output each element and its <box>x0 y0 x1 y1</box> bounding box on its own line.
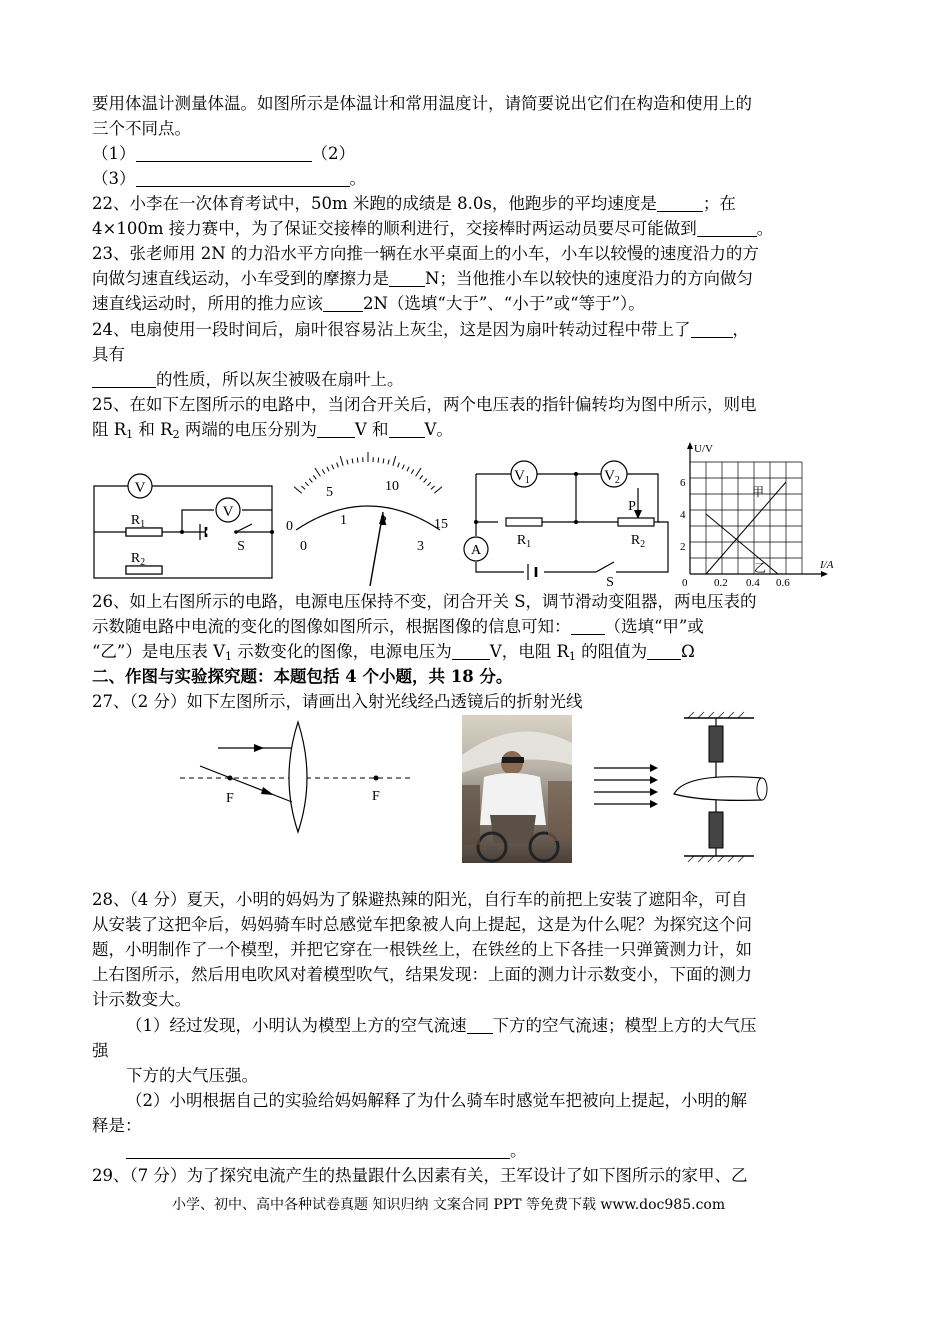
dial-top-label: 10 <box>385 479 399 494</box>
dial-tick <box>431 486 435 489</box>
dial-tick <box>378 458 379 463</box>
convex-lens-figure <box>180 720 415 835</box>
question-23: 23、张老师用 2N 的力沿水平方向推一辆在水平桌面上的小车，小车以较慢的速度沿力的方 <box>92 244 759 263</box>
blank[interactable] <box>647 643 681 660</box>
blank[interactable] <box>92 371 156 388</box>
label-v2: $V_2$ <box>604 468 620 486</box>
dial-tick <box>337 463 339 468</box>
wing-model <box>674 777 762 801</box>
question-24-line2: 具有 <box>92 345 125 364</box>
dial-tick <box>388 460 389 465</box>
label-focus-left: F <box>226 791 234 806</box>
question-25: 25、在如下左图所示的电路中，当闭合开关后，两个电压表的指针偏转均为图中所示，则电 <box>92 395 757 414</box>
question-24: 24、电扇使用一段时间后，扇叶很容易沾上灰尘，这是因为扇叶转动过程中带上了 ， <box>92 320 749 339</box>
circuit-diagram-right <box>458 450 676 590</box>
question-28-part1: （1）经过发现，小明认为模型上方的空气流速 下方的空气流速；模型上方的大气压 <box>126 1016 757 1035</box>
spring-scale-icon <box>709 726 723 762</box>
dial-tick <box>411 469 414 473</box>
label-r1: $R_1$ <box>130 513 146 530</box>
question-29: 29、（7 分）为了探究电流产生的热量跟什么因素有关，王军设计了如下图所示的家甲、乙 <box>92 1166 748 1185</box>
dial-tick <box>313 475 316 479</box>
dial-tick <box>407 467 409 472</box>
y-tick-label: 2 <box>680 541 686 553</box>
cyclist-umbrella-photo <box>462 715 572 863</box>
focus-point <box>374 776 379 781</box>
blank[interactable] <box>136 145 312 162</box>
question-28-line5: 计示数变大。 <box>92 990 191 1009</box>
y-tick-label: 4 <box>680 509 686 521</box>
dial-tick <box>357 458 358 463</box>
airflow-arrows <box>594 768 654 804</box>
text-line: 三个不同点。 <box>92 119 191 138</box>
dial-tick <box>416 468 422 476</box>
label-yi: 乙 <box>754 561 767 575</box>
question-28-part1-line2: 强 <box>92 1041 109 1060</box>
blank[interactable] <box>697 220 757 237</box>
blank[interactable] <box>389 421 425 438</box>
voltmeter-label: V <box>222 504 234 520</box>
dial-tick <box>305 482 308 486</box>
incident-ray <box>200 766 292 802</box>
dial-tick <box>427 482 430 486</box>
dial-tick <box>383 458 384 463</box>
wing-model-figure <box>594 712 774 862</box>
dial-tick <box>332 465 334 470</box>
question-28-line2: 从安装了这把伞后，妈妈骑车时总感觉车把象被人向上提起，这是为什么呢？为探究这个问 <box>92 915 752 934</box>
x-axis-label: I/A <box>820 559 834 571</box>
dial-top-label: 5 <box>326 485 333 500</box>
dial-tick <box>434 487 442 493</box>
line-yi <box>706 514 778 574</box>
dial-tick <box>294 487 302 493</box>
u-i-graph <box>676 440 856 590</box>
blank[interactable] <box>136 170 350 187</box>
rheostat-r2 <box>618 518 654 526</box>
dial-bottom-label: 2 <box>380 514 387 529</box>
page-footer: 小学、初中、高中各种试卷真题 知识归纳 文案合同 PPT 等免费下载 www.doc985.com <box>172 1197 726 1213</box>
label-focus-right: F <box>372 789 380 804</box>
question-28-answer-line: 。 <box>126 1139 527 1163</box>
dial-bottom-label: 1 <box>340 513 347 528</box>
dial-tick <box>352 458 353 463</box>
question-23-line2: 向做匀速直线运动，小车受到的摩擦力是 N；当他推小车以较快的速度沿力的方向做匀 <box>92 269 753 288</box>
dial-tick <box>424 479 427 483</box>
convex-lens-icon <box>289 722 307 832</box>
question-23-line3: 速直线运动时，所用的推力应该 2N（选填“大于”、“小于”或“等于”）。 <box>92 294 645 313</box>
y-tick-label: 6 <box>680 477 686 489</box>
x-tick-label: 0.2 <box>714 577 728 589</box>
question-22: 22、小李在一次体育考试中，50m 米跑的成绩是 8.0s，他跑步的平均速度是 ；在 <box>92 194 736 213</box>
dial-tick <box>301 486 305 489</box>
x-tick-label: 0.6 <box>776 577 790 589</box>
voltmeter-label: V <box>134 480 146 496</box>
question-28-part1-line3: 下方的大气压强。 <box>126 1066 258 1085</box>
question-28: 28、（4 分）夏天，小明的妈妈为了躲避热辣的阳光，自行车的前把上安装了遮阳伞，可自 <box>92 890 748 909</box>
dial-tick <box>420 475 423 479</box>
y-axis-label: U/V <box>694 443 713 455</box>
question-26: 26、如上右图所示的电路，电源电压保持不变，闭合开关 S，调节滑动变阻器，两电压表的 <box>92 592 757 611</box>
text-line: 要用体温计测量体温。如图所示是体温计和常用温度计，请简要说出它们在构造和使用上的 <box>92 94 752 113</box>
question-28-part2: （2）小明根据自己的实验给妈妈解释了为什么骑车时感觉车把被向上提起，小明的解 <box>126 1091 747 1110</box>
blank[interactable] <box>657 195 703 212</box>
question-22-line2: 4×100m 接力赛中，为了保证交接棒的顺利进行，交接棒时两运动员要尽可能做到 。 <box>92 219 774 238</box>
blank[interactable] <box>691 321 733 338</box>
photo-illustration <box>462 715 572 863</box>
question-25-line2: 阻 $R_1$ 和 $R_2$ 两端的电压分别为 V 和 V。 <box>92 420 453 441</box>
blank[interactable] <box>467 1017 493 1034</box>
label-switch: S <box>606 575 614 590</box>
question-26-line2: 示数随电路中电流的变化的图像如图所示，根据图像的信息可知： （选填“甲”或 <box>92 617 704 636</box>
label-jia: 甲 <box>752 485 765 499</box>
question-27: 27、（2 分）如下左图所示，请画出入射光线经凸透镜后的折射光线 <box>92 692 583 711</box>
dial-tick <box>315 468 321 476</box>
spring-scale-icon <box>709 812 723 848</box>
question-24-line3: 的性质，所以灰尘被吸在扇叶上。 <box>92 368 404 392</box>
label-r2: $R_2$ <box>130 551 146 568</box>
switch <box>236 524 252 532</box>
resistor-r1 <box>506 518 542 526</box>
question-28-line4: 上右图所示，然后用电吹风对着模型吹气，结果发现：上面的测力计示数变小，下面的测力 <box>92 965 752 984</box>
dial-tick <box>340 456 343 466</box>
blank[interactable] <box>126 1142 510 1159</box>
dial-top-label: 0 <box>286 519 293 534</box>
label-switch: S <box>237 539 245 554</box>
switch <box>596 562 614 572</box>
x-tick-label: 0.4 <box>746 577 760 589</box>
label-r1: $R_1$ <box>516 533 532 550</box>
focus-point <box>228 776 233 781</box>
blank[interactable] <box>389 270 425 287</box>
label-slider-p: P <box>628 499 636 514</box>
dial-tick <box>393 456 396 466</box>
section-heading: 二、作图与实验探究题：本题包括 4 个小题，共 18 分。 <box>92 667 513 686</box>
circuit-diagram-left <box>90 470 280 585</box>
voltmeter-dial <box>282 478 457 588</box>
x-tick-label: 0 <box>682 577 688 589</box>
dial-tick <box>327 467 329 472</box>
label-ammeter: A <box>470 543 482 558</box>
label-v1: $V_1$ <box>514 468 530 486</box>
dial-tick <box>398 463 400 468</box>
answer-line-3: （3） 。 <box>92 169 366 188</box>
blank[interactable] <box>317 421 355 438</box>
blank[interactable] <box>452 643 490 660</box>
answer-line-1-2: （1） （2） <box>92 144 355 163</box>
question-28-part2-line2: 释是： <box>92 1116 142 1135</box>
dial-tick <box>309 479 312 483</box>
question-26-line3: “乙”）是电压表 $V_1$ 示数变化的图像，电源电压为 V，电阻 $R_1$ 的阻值为 Ω <box>92 642 695 663</box>
dial-bottom-label: 0 <box>300 539 307 554</box>
dial-top-label: 15 <box>434 517 448 532</box>
blank[interactable] <box>571 618 605 635</box>
dial-bottom-label: 3 <box>417 539 424 554</box>
dial-tick <box>402 465 404 470</box>
blank[interactable] <box>323 295 363 312</box>
label-r2: $R_2$ <box>630 533 646 550</box>
dial-tick <box>322 469 325 473</box>
dial-tick <box>347 460 348 465</box>
line-jia <box>706 482 786 574</box>
question-28-line3: 题，小明制作了一个模型，并把它穿在一根铁丝上，在铁丝的上下各挂一只弹簧测力计，如 <box>92 940 752 959</box>
